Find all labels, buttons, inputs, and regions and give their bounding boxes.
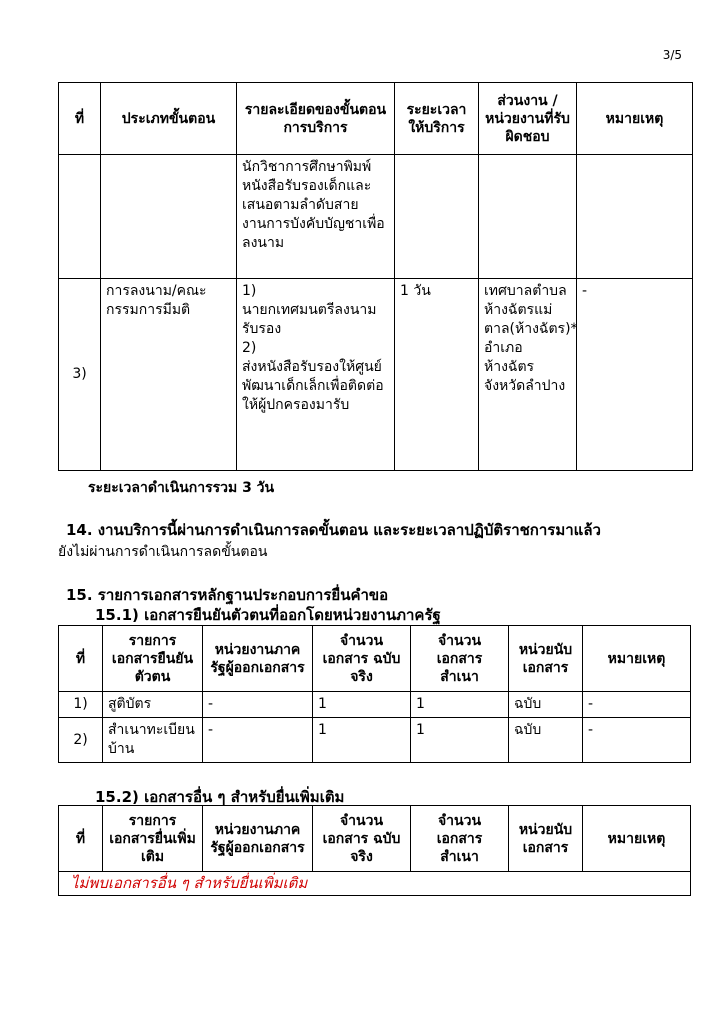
table-row bbox=[59, 155, 693, 279]
header-step-detail: รายละเอียดของขั้นตอนการบริการ bbox=[237, 83, 395, 155]
cell-note: - bbox=[583, 718, 691, 763]
table-row bbox=[59, 718, 691, 763]
cell-note: - bbox=[583, 692, 691, 718]
service-steps-table bbox=[58, 82, 693, 471]
table-row bbox=[59, 872, 691, 896]
cell-unit bbox=[479, 155, 577, 279]
section-15-2-title: 15.2) เอกสารอื่น ๆ สำหรับยื่นเพิ่มเติม bbox=[95, 788, 345, 806]
cell-copy: 1 bbox=[411, 718, 509, 763]
cell-detail: 1) นายกเทศมนตรีลงนามรับรอง 2) ส่งหนังสือรับรองให้ศูนย์พัฒนาเด็กเล็กเพื่อติดต่อให้ผู้ปกครองมารับ bbox=[237, 279, 395, 471]
section-15-1-title: 15.1) เอกสารยืนยันตัวตนที่ออกโดยหน่วยงานภาครัฐ bbox=[95, 606, 441, 624]
header-copy-count: จำนวนเอกสาร สำเนา bbox=[411, 626, 509, 692]
header-original-count: จำนวนเอกสาร ฉบับจริง bbox=[313, 806, 411, 872]
header-note: หมายเหตุ bbox=[583, 806, 691, 872]
cell-no bbox=[59, 155, 101, 279]
header-note: หมายเหตุ bbox=[577, 83, 693, 155]
header-issuing-agency: หน่วยงานภาครัฐผู้ออกเอกสาร bbox=[203, 806, 313, 872]
cell-agency: - bbox=[203, 692, 313, 718]
header-original-count: จำนวนเอกสาร ฉบับจริง bbox=[313, 626, 411, 692]
cell-unit: เทศบาลตำบลห้างฉัตรแม่ตาล(ห้างฉัตร)* อำเภอห้างฉัตรจังหวัดลำปาง bbox=[479, 279, 577, 471]
header-no: ที่ bbox=[59, 806, 103, 872]
cell-doc-name: สำเนาทะเบียนบ้าน bbox=[103, 718, 203, 763]
total-duration: ระยะเวลาดำเนินการรวม 3 วัน bbox=[88, 480, 275, 496]
table-row bbox=[59, 692, 691, 718]
header-duration: ระยะเวลาให้บริการ bbox=[395, 83, 479, 155]
cell-unit: ฉบับ bbox=[509, 692, 583, 718]
cell-original: 1 bbox=[313, 718, 411, 763]
header-responsible-unit: ส่วนงาน / หน่วยงานที่รับผิดชอบ bbox=[479, 83, 577, 155]
header-doc-unit: หน่วยนับเอกสาร bbox=[509, 806, 583, 872]
header-doc-name: รายการเอกสารยื่นเพิ่มเติม bbox=[103, 806, 203, 872]
header-note: หมายเหตุ bbox=[583, 626, 691, 692]
cell-agency: - bbox=[203, 718, 313, 763]
header-no: ที่ bbox=[59, 626, 103, 692]
header-doc-unit: หน่วยนับเอกสาร bbox=[509, 626, 583, 692]
cell-doc-name: สูติบัตร bbox=[103, 692, 203, 718]
cell-no: 3) bbox=[59, 279, 101, 471]
section-14-value: ยังไม่ผ่านการดำเนินการลดขั้นตอน bbox=[58, 544, 268, 560]
header-step-type: ประเภทขั้นตอน bbox=[101, 83, 237, 155]
cell-detail: นักวิชาการศึกษาพิมพ์หนังสือรับรองเด็กและเสนอตามลำดับสายงานการบังคับบัญชาเพื่อลงนาม bbox=[237, 155, 395, 279]
cell-no: 1) bbox=[59, 692, 103, 718]
cell-original: 1 bbox=[313, 692, 411, 718]
cell-note: - bbox=[577, 279, 693, 471]
header-doc-name: รายการเอกสารยืนยันตัวตน bbox=[103, 626, 203, 692]
cell-duration: 1 วัน bbox=[395, 279, 479, 471]
header-issuing-agency: หน่วยงานภาครัฐผู้ออกเอกสาร bbox=[203, 626, 313, 692]
cell-note bbox=[577, 155, 693, 279]
header-copy-count: จำนวนเอกสาร สำเนา bbox=[411, 806, 509, 872]
cell-type: การลงนาม/คณะกรรมการมีมติ bbox=[101, 279, 237, 471]
cell-no: 2) bbox=[59, 718, 103, 763]
table-header-row bbox=[59, 806, 691, 872]
cell-type bbox=[101, 155, 237, 279]
additional-documents-table bbox=[58, 805, 691, 896]
section-15-title: 15. รายการเอกสารหลักฐานประกอบการยื่นคำขอ bbox=[66, 586, 389, 604]
table-header-row bbox=[59, 83, 693, 155]
header-no: ที่ bbox=[59, 83, 101, 155]
no-documents-message: ไม่พบเอกสารอื่น ๆ สำหรับยื่นเพิ่มเติม bbox=[59, 872, 691, 896]
page-number: 3/5 bbox=[662, 48, 682, 62]
table-header-row bbox=[59, 626, 691, 692]
identity-documents-table bbox=[58, 625, 691, 763]
cell-unit: ฉบับ bbox=[509, 718, 583, 763]
section-14-title: 14. งานบริการนี้ผ่านการดำเนินการลดขั้นตอน และระยะเวลาปฏิบัติราชการมาแล้ว bbox=[66, 521, 601, 539]
cell-duration bbox=[395, 155, 479, 279]
table-row bbox=[59, 279, 693, 471]
cell-copy: 1 bbox=[411, 692, 509, 718]
